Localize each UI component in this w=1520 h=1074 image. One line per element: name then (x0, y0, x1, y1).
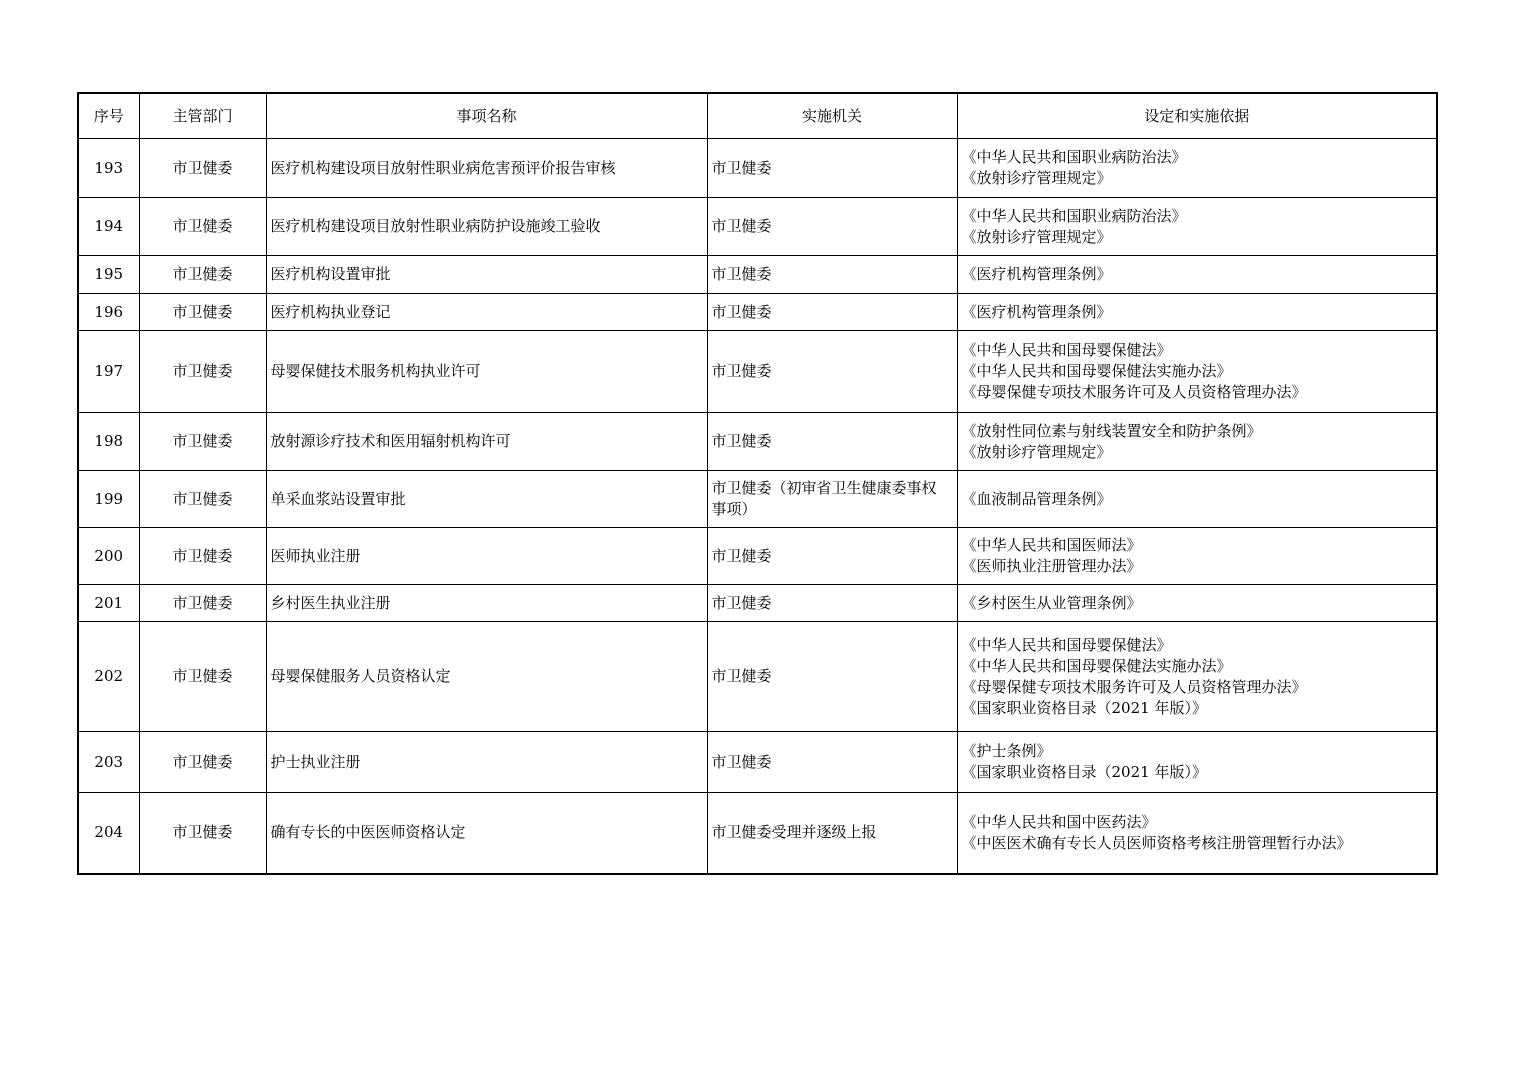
serial-number-cell: 199 (78, 471, 139, 528)
legal-basis-cell (957, 622, 1437, 732)
department-cell: 市卫健委 (139, 585, 266, 622)
legal-basis-line: 《中华人民共和国母婴保健法实施办法》 (961, 656, 1232, 675)
document-page (77, 92, 1436, 875)
legal-basis-cell (957, 294, 1437, 331)
table-row (78, 528, 1437, 585)
table-row (78, 732, 1437, 793)
legal-basis-line: 《母婴保健专项技术服务许可及人员资格管理办法》 (961, 383, 1307, 401)
legal-basis-line: 《中华人民共和国职业病防治法》 (961, 206, 1187, 225)
header-department: 主管部门 (139, 93, 266, 139)
department-cell: 市卫健委 (139, 139, 266, 198)
serial-number-cell: 194 (78, 198, 139, 256)
legal-basis-cell (957, 732, 1437, 793)
item-name-cell: 单采血浆站设置审批 (266, 471, 707, 528)
department-cell: 市卫健委 (139, 471, 266, 528)
legal-basis-cell (957, 331, 1437, 413)
item-name-cell: 医疗机构建设项目放射性职业病危害预评价报告审核 (266, 139, 707, 198)
implementing-agency-cell: 市卫健委 (707, 256, 957, 294)
table-row (78, 294, 1437, 331)
legal-basis-line: 《护士条例》 (961, 742, 1052, 760)
department-cell: 市卫健委 (139, 256, 266, 294)
implementing-agency-cell: 市卫健委 (707, 585, 957, 622)
item-name-cell: 母婴保健服务人员资格认定 (266, 622, 707, 732)
legal-basis-line: 《中华人民共和国职业病防治法》 (961, 148, 1187, 166)
table-row (78, 793, 1437, 874)
serial-number-cell: 195 (78, 256, 139, 294)
legal-basis-line: 《中医医术确有专长人员医师资格考核注册管理暂行办法》 (961, 833, 1352, 852)
item-name-cell: 医师执业注册 (266, 528, 707, 585)
implementing-agency-cell: 市卫健委 (707, 732, 957, 793)
legal-basis-cell (957, 471, 1437, 528)
legal-basis-line: 《中华人民共和国母婴保健法》 (961, 635, 1172, 654)
table-row (78, 198, 1437, 256)
legal-basis-line: 《乡村医生从业管理条例》 (961, 593, 1142, 612)
serial-number-cell: 204 (78, 793, 139, 874)
item-name-cell: 医疗机构执业登记 (266, 294, 707, 331)
department-cell: 市卫健委 (139, 413, 266, 471)
serial-number-cell: 196 (78, 294, 139, 331)
item-name-cell: 医疗机构建设项目放射性职业病防护设施竣工验收 (266, 198, 707, 256)
header-serial-number: 序号 (78, 93, 139, 139)
implementing-agency-cell: 市卫健委 (707, 331, 957, 413)
table-header-row (78, 93, 1437, 139)
table-row (78, 585, 1437, 622)
serial-number-cell: 200 (78, 528, 139, 585)
serial-number-cell: 198 (78, 413, 139, 471)
implementing-agency-cell: 市卫健委 (707, 413, 957, 471)
item-name-cell: 医疗机构设置审批 (266, 256, 707, 294)
header-legal-basis: 设定和实施依据 (957, 93, 1437, 139)
legal-basis-line: 《母婴保健专项技术服务许可及人员资格管理办法》 (961, 677, 1307, 696)
table-row (78, 331, 1437, 413)
department-cell: 市卫健委 (139, 732, 266, 793)
legal-basis-line: 《血液制品管理条例》 (961, 489, 1112, 508)
serial-number-cell: 193 (78, 139, 139, 198)
table-row (78, 256, 1437, 294)
implementing-agency-cell: 市卫健委（初审省卫生健康委事权事项） (707, 471, 957, 528)
legal-basis-line: 《放射性同位素与射线装置安全和防护条例》 (961, 421, 1262, 440)
table-row (78, 471, 1437, 528)
item-name-cell: 乡村医生执业注册 (266, 585, 707, 622)
legal-basis-line: 《医疗机构管理条例》 (961, 265, 1112, 283)
table-body (78, 139, 1437, 874)
legal-basis-line: 《放射诊疗管理规定》 (961, 169, 1112, 187)
serial-number-cell: 203 (78, 732, 139, 793)
department-cell: 市卫健委 (139, 294, 266, 331)
approval-items-table (77, 92, 1438, 875)
header-implementing-agency: 实施机关 (707, 93, 957, 139)
department-cell: 市卫健委 (139, 622, 266, 732)
legal-basis-line: 《国家职业资格目录（2021 年版）》 (961, 763, 1207, 781)
department-cell: 市卫健委 (139, 793, 266, 874)
department-cell: 市卫健委 (139, 198, 266, 256)
legal-basis-line: 《医师执业注册管理办法》 (961, 557, 1142, 575)
item-name-cell: 确有专长的中医医师资格认定 (266, 793, 707, 874)
legal-basis-line: 《中华人民共和国母婴保健法实施办法》 (961, 362, 1232, 380)
implementing-agency-cell: 市卫健委受理并逐级上报 (707, 793, 957, 874)
table-row (78, 139, 1437, 198)
legal-basis-cell (957, 528, 1437, 585)
header-item-name: 事项名称 (266, 93, 707, 139)
implementing-agency-cell: 市卫健委 (707, 198, 957, 256)
legal-basis-cell (957, 139, 1437, 198)
table-row (78, 622, 1437, 732)
legal-basis-cell (957, 585, 1437, 622)
serial-number-cell: 201 (78, 585, 139, 622)
legal-basis-line: 《放射诊疗管理规定》 (961, 227, 1112, 246)
serial-number-cell: 197 (78, 331, 139, 413)
legal-basis-line: 《中华人民共和国中医药法》 (961, 812, 1157, 831)
implementing-agency-cell: 市卫健委 (707, 139, 957, 198)
item-name-cell: 护士执业注册 (266, 732, 707, 793)
department-cell: 市卫健委 (139, 331, 266, 413)
legal-basis-cell (957, 198, 1437, 256)
implementing-agency-cell: 市卫健委 (707, 528, 957, 585)
legal-basis-line: 《医疗机构管理条例》 (961, 302, 1112, 321)
legal-basis-line: 《放射诊疗管理规定》 (961, 442, 1112, 461)
legal-basis-line: 《中华人民共和国医师法》 (961, 536, 1142, 554)
item-name-cell: 放射源诊疗技术和医用辐射机构许可 (266, 413, 707, 471)
legal-basis-line: 《中华人民共和国母婴保健法》 (961, 341, 1172, 359)
legal-basis-cell (957, 256, 1437, 294)
legal-basis-cell (957, 793, 1437, 874)
legal-basis-cell (957, 413, 1437, 471)
legal-basis-line: 《国家职业资格目录（2021 年版）》 (961, 698, 1207, 717)
item-name-cell: 母婴保健技术服务机构执业许可 (266, 331, 707, 413)
implementing-agency-cell: 市卫健委 (707, 622, 957, 732)
table-row (78, 413, 1437, 471)
serial-number-cell: 202 (78, 622, 139, 732)
department-cell: 市卫健委 (139, 528, 266, 585)
implementing-agency-cell: 市卫健委 (707, 294, 957, 331)
